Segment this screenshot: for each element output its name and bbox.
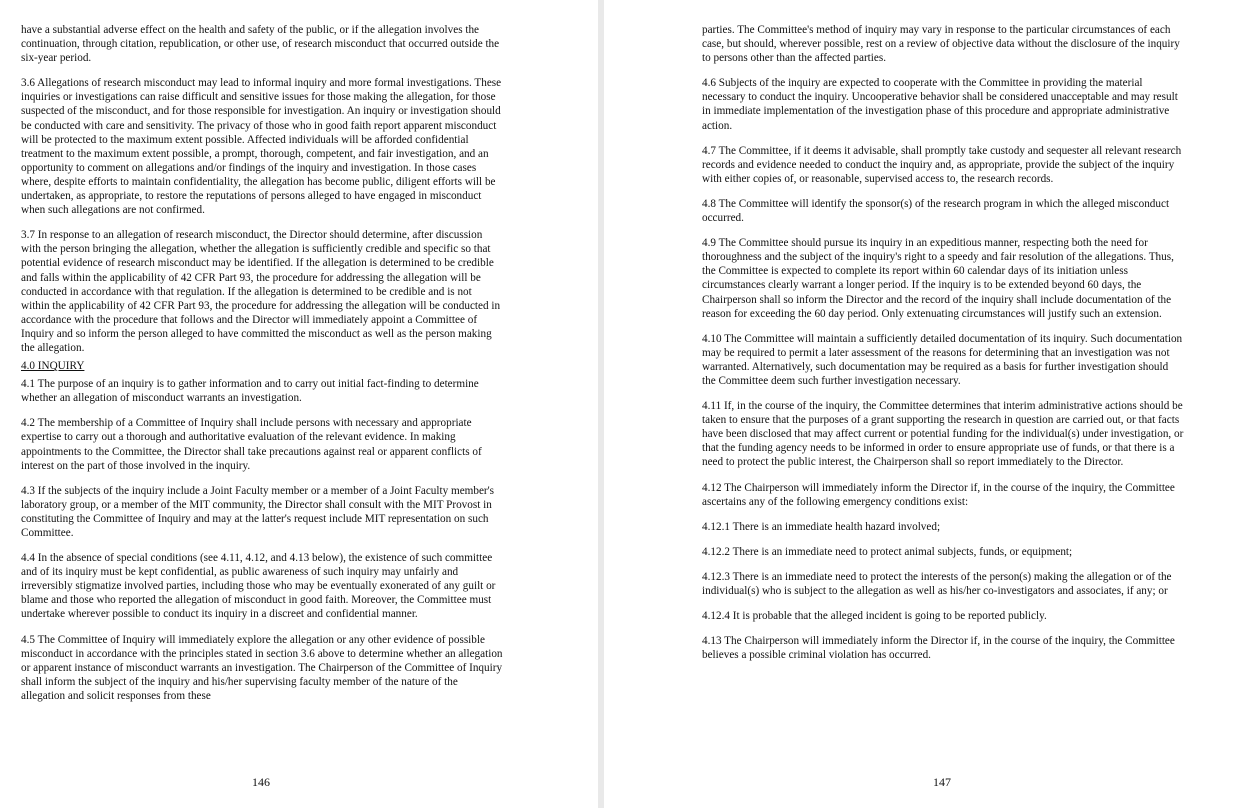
paragraph-4-12: 4.12 The Chairperson will immediately inform the Director if, in the course of the inquiry, the Committee ascertains any of the following emergency conditions exist: xyxy=(702,481,1175,508)
document-page-146 xyxy=(0,0,598,808)
paragraph-4-12-1: 4.12.1 There is an immediate health hazard involved; xyxy=(702,520,941,533)
paragraph-4-2: 4.2 The membership of a Committee of Inquiry shall include persons with necessary and appropriate expertise to carry out a thorough and authoritative evaluation of the relevant evidence. In making appointments to the Committee, the Director shall take precautions against real or apparent conflicts of interest on the part of those involved in the inquiry. xyxy=(21,417,482,472)
paragraph-4-9: 4.9 The Committee should pursue its inquiry in an expeditious manner, respecting both the need for thoroughness and the subject of the inquiry's right to a speedy and fair resolution of the allegations. Thus, the Committee is expected to complete its report within 60 calendar days of its initiation unless circumstances clearly warrant a longer period. If the inquiry is to be extended beyond 60 days, the Chairperson shall so inform the Director and the record of the inquiry shall include documentation of the reason for exceeding the 60 day period. Only extenuating circumstances will justify such an extension. xyxy=(702,237,1174,320)
paragraph-4-3: 4.3 If the subjects of the inquiry include a Joint Faculty member or a member of a Joint Faculty member's laboratory group, or a member of the MIT community, the Director shall consult with the MIT Provost in constituting the Committee of Inquiry and may at the latter's request include MIT representation on such Committee. xyxy=(21,484,495,539)
page-number: 147 xyxy=(933,775,951,789)
paragraph-4-12-4: 4.12.4 It is probable that the alleged incident is going to be reported publicly. xyxy=(702,610,1047,623)
page-body-147 xyxy=(702,23,1184,673)
paragraph-4-10: 4.10 The Committee will maintain a sufficiently detailed documentation of its inquiry. Such documentation may be required to permit a later assessment of the reasons for determining that an investigation was not warranted. Alternatively, such documentation may be required as a basis for further investigation should the Committee deem such further investigation necessary. xyxy=(702,332,1183,387)
paragraph-4-5-continued: parties. The Committee's method of inquiry may vary in response to the particular circumstances of each case, but should, wherever possible, rest on a review of objective data without the disclosure of the inquiry to persons other than the affected parties. xyxy=(702,24,1180,65)
paragraph-3-6: 3.6 Allegations of research misconduct may lead to informal inquiry and more formal investigations. These inquiries or investigations can raise difficult and sensitive issues for those making the allegation, for those suspected of the misconduct, and for those responsible for investigation. An inquiry or investigation should be conducted with care and sensitivity. The privacy of those who in good faith report apparent misconduct will be protected to the maximum extent possible. Affected individuals will be afforded confidential treatment to the maximum extent possible, a prompt, thorough, competent, and fair investigation, and an opportunity to comment on allegations and/or findings of the inquiry and investigation. In those cases where, despite efforts to maintain confidentiality, the allegation has become public, diligent efforts will be undertaken, as appropriate, to restore the reputations of persons alleged to have engaged in misconduct when such allegations are not confirmed. xyxy=(21,77,502,217)
paragraph-3-5-continued: have a substantial adverse effect on the health and safety of the public, or if the allegation involves the continuation, through citation, republication, or other use, of research misconduct that occurred outside the six-year period. xyxy=(21,24,500,65)
document-page-147 xyxy=(604,0,1238,808)
paragraph-4-8: 4.8 The Committee will identify the sponsor(s) of the research program in which the alleged misconduct occurred. xyxy=(702,197,1170,225)
paragraph-4-11: 4.11 If, in the course of the inquiry, the Committee determines that interim administrative actions should be taken to ensure that the purposes of a grant supporting the research in question are carried out, or that facts have been disclosed that may affect current or potential funding for the individual(s) under investigation, or that the funding agency needs to be informed in order to ensure appropriate use of funds, or that there is a need to protect the public interest, the Chairperson shall so report immediately to the Director. xyxy=(702,400,1184,469)
paragraph-4-5: 4.5 The Committee of Inquiry will immediately explore the allegation or any other evidence of possible misconduct in accordance with the principles stated in section 3.6 above to determine whether an allegation or apparent instance of misconduct warrants an investigation. The Chairperson of the Committee of Inquiry shall inform the subject of the inquiry and his/her supervising faculty member of the nature of the allegation and solicit responses from these xyxy=(21,633,503,702)
paragraph-4-13: 4.13 The Chairperson will immediately inform the Director if, in the course of the inquiry, the Committee believes a possible criminal violation has occurred. xyxy=(702,635,1175,662)
paragraph-4-12-3: 4.12.3 There is an immediate need to protect the interests of the person(s) making the allegation or of the individual(s) who is subject to the allegation as well as his/her co-investigators and associates, if any; or xyxy=(702,570,1172,597)
paragraph-4-12-2: 4.12.2 There is an immediate need to protect animal subjects, funds, or equipment; xyxy=(702,545,1073,558)
page-number: 146 xyxy=(252,775,270,789)
paragraph-4-7: 4.7 The Committee, if it deems it advisable, shall promptly take custody and sequester all relevant research records and evidence needed to conduct the inquiry and, as appropriate, provide the subject of the inquiry with either copies of, or reasonable, supervised access to, the research records. xyxy=(702,144,1182,185)
paragraph-4-4: 4.4 In the absence of special conditions (see 4.11, 4.12, and 4.13 below), the existence of such committee and of its inquiry must be kept confidential, as public awareness of such inquiry may unfairly and irreversibly stigmatize involved parties, including those who may be eventually exonerated of any guilt or blame and those who reported the allegation of misconduct in good faith. Moreover, the Committee must undertake wherever possible to conduct its inquiry in a discreet and confidential manner. xyxy=(21,552,496,621)
page-body-146 xyxy=(21,23,503,714)
section-heading-inquiry: 4.0 INQUIRY xyxy=(21,360,85,373)
paragraph-4-6: 4.6 Subjects of the inquiry are expected to cooperate with the Committee in providing the material necessary to conduct the inquiry. Uncooperative behavior shall be considered unacceptable and may result in immediate implementation of the investigation phase of this procedure and appropriate administrative action. xyxy=(702,77,1178,132)
paragraph-3-7: 3.7 In response to an allegation of research misconduct, the Director should determine, after discussion with the person bringing the allegation, whether the allegation is sufficiently credible and specific so that potential evidence of research misconduct may be identified. If the allegation is determined to be credible and falls within the applicability of 42 CFR Part 93, the procedure for addressing the allegation will be conducted in accordance with that regulation. If the allegation is determined to be credible and is not within the applicability of 42 CFR Part 93, the procedure for addressing the allegation will be conducted in accordance with the procedure that follows and the Director will immediately appoint a Committee of Inquiry and so inform the person alleged to have committed the misconduct as well as the person making the allegation. xyxy=(21,229,501,354)
paragraph-4-1: 4.1 The purpose of an inquiry is to gather information and to carry out initial fact-finding to determine whether an allegation of misconduct warrants an investigation. xyxy=(21,378,479,405)
